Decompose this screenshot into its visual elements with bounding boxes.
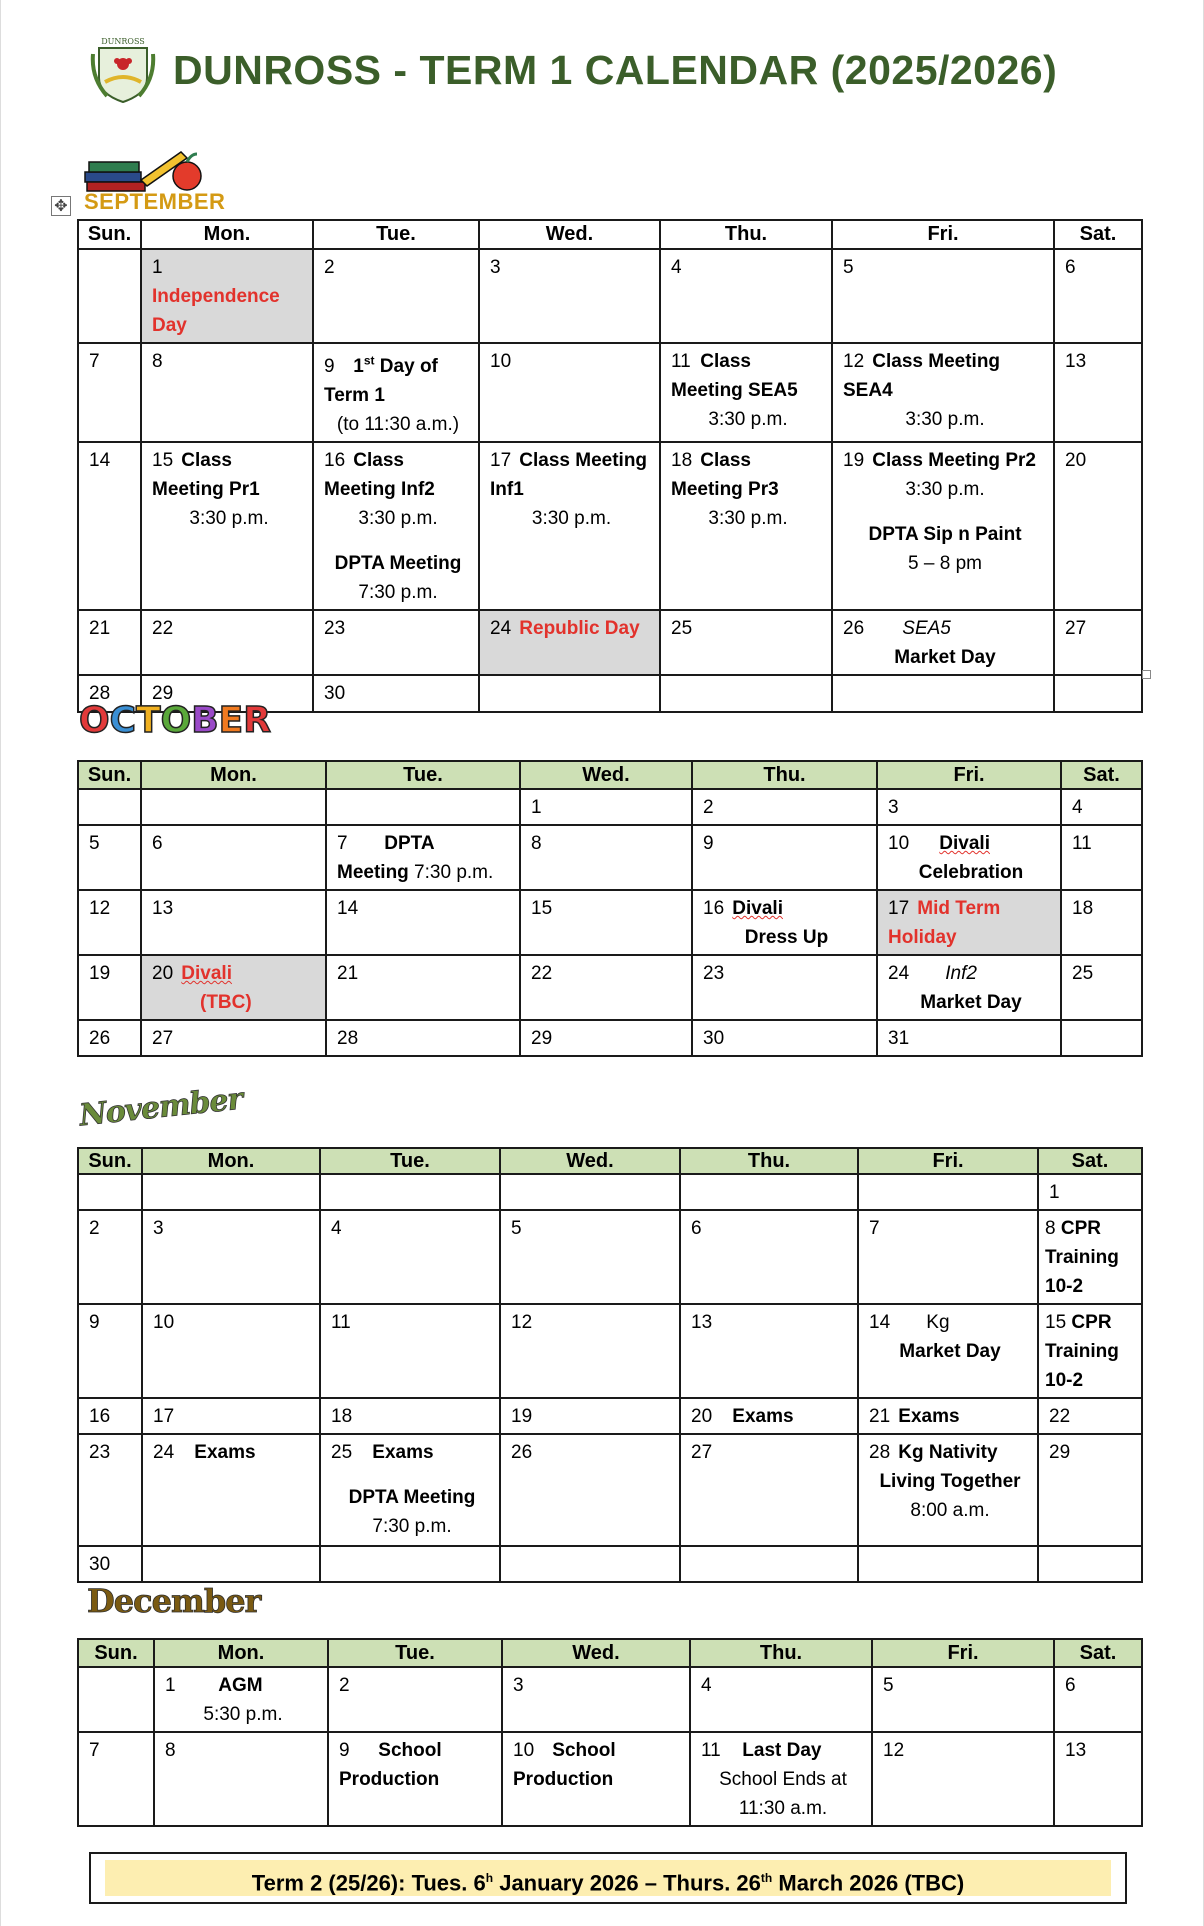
term2-dates-box [89,1852,1127,1904]
event-label: Divali [732,898,783,919]
day-cell: 30 [692,1020,877,1056]
weekday-header: Tue. [313,220,479,249]
day-cell: 28 [78,675,141,712]
day-cell [78,249,141,343]
week-row [78,955,1142,1020]
day-cell: 3 [502,1667,690,1732]
event-time: 3:30 p.m. [905,409,985,430]
day-cell: 31 [877,1020,1061,1056]
weekday-header: Mon. [154,1639,328,1667]
day-cell: 4 [1061,789,1142,825]
day-cell: 23 [313,610,479,675]
week-row [78,1210,1142,1304]
event-label: Dress Up [744,927,829,948]
day-cell: 19 Class Meeting Pr2 3:30 p.m. DPTA Sip n Paint 5 – 8 pm [832,442,1054,610]
week-row [78,249,1142,343]
day-cell: 21 [326,955,520,1020]
day-cell: 18 [1061,890,1142,955]
day-cell: 7 [858,1210,1038,1304]
day-cell: 22 [1038,1398,1142,1434]
day-cell: 8 [141,343,313,442]
day-cell: 23 [692,955,877,1020]
day-cell: 19 [78,955,141,1020]
day-cell: 16 Class Meeting Inf2 3:30 p.m. DPTA Meeting 7:30 p.m. [313,442,479,610]
day-cell: 7 [78,343,141,442]
event-label: DPTA Meeting [348,1487,476,1508]
day-cell [142,1174,320,1210]
event-label: Class Meeting SEA4 [843,351,1001,401]
day-cell: 4 [660,249,832,343]
day-cell: 16 Divali Dress Up [692,890,877,955]
event-label: Class Meeting Pr2 [872,450,1036,472]
week-row [78,1667,1142,1732]
day-cell: 27 [680,1434,858,1546]
event-label: 1st Day of Term 1 [324,354,438,407]
event-time: 7:30 p.m. [408,862,494,883]
event-label: Market Day [899,1341,1001,1362]
month-label-september: SEPTEMBER [84,189,226,214]
event-time: 3:30 p.m. [905,479,985,501]
day-cell: 5 [872,1667,1054,1732]
event-time: 7:30 p.m. [372,1516,452,1537]
books-apple-icon [83,146,208,192]
day-cell: 27 [1054,610,1142,675]
day-cell [320,1546,500,1582]
event-label: Exams [898,1406,960,1427]
december-table [77,1638,1143,1827]
day-cell: 26 [500,1434,680,1546]
weekday-header: Sat. [1054,220,1142,249]
day-cell: 14 Kg Market Day [858,1304,1038,1398]
holiday-label: Independence Day [152,286,280,336]
event-label: CPR Training 10-2 [1045,1218,1119,1297]
day-cell [1038,1546,1142,1582]
weekday-header: Thu. [690,1639,872,1667]
event-label: Class Meeting SEA5 [671,351,798,401]
event-label: Kg Nativity [898,1442,998,1463]
event-label: Exams [372,1442,434,1463]
day-cell [142,1546,320,1582]
day-cell: 3 [142,1210,320,1304]
event-label: SEA5 [902,618,951,640]
day-cell: 7 [78,1732,154,1826]
october-table [77,760,1143,1057]
day-cell [858,1174,1038,1210]
day-cell [680,1174,858,1210]
event-label: Last Day [742,1740,822,1761]
day-cell: 9 1st Day of Term 1 (to 11:30 a.m.) [313,343,479,442]
day-cell: 15 Class Meeting Pr1 3:30 p.m. [141,442,313,610]
week-row [78,1304,1142,1398]
weekday-header: Fri. [832,220,1054,249]
weekday-header: Sun. [78,220,141,249]
month-label-december: December [87,1582,261,1620]
day-cell: 13 [680,1304,858,1398]
week-row [78,789,1142,825]
weekday-header-row [78,220,1142,249]
weekday-header: Fri. [872,1639,1054,1667]
event-label: School Production [513,1740,616,1790]
event-time: (to 11:30 a.m.) [336,414,460,436]
table-move-handle[interactable]: ✥ [51,196,71,216]
school-crest-logo [89,34,157,106]
weekday-header: Fri. [858,1148,1038,1174]
day-cell: 2 [328,1667,502,1732]
day-cell: 16 [78,1398,142,1434]
week-row [78,343,1142,442]
day-cell: 20 [1054,442,1142,610]
week-row [78,1546,1142,1582]
day-cell: 7 DPTA Meeting 7:30 p.m. [326,825,520,890]
weekday-header-row [78,1639,1142,1667]
day-cell: 8 CPR Training 10-2 [1038,1210,1142,1304]
november-table [77,1147,1143,1583]
week-row [78,442,1142,610]
event-time: 8:00 a.m. [910,1500,990,1521]
day-cell: 18 Class Meeting Pr3 3:30 p.m. [660,442,832,610]
day-cell [858,1546,1038,1582]
event-label: Market Day [920,992,1022,1013]
event-label: Exams [732,1406,794,1427]
day-cell: 3 [479,249,660,343]
weekday-header: Wed. [502,1639,690,1667]
day-cell: 6 [680,1210,858,1304]
event-label: Exams [194,1442,256,1463]
day-cell: 11 Last Day School Ends at 11:30 a.m. [690,1732,872,1826]
event-label: Divali [939,833,990,854]
day-cell: 4 [320,1210,500,1304]
day-cell: 30 [313,675,479,712]
page-title: DUNROSS - TERM 1 CALENDAR (2025/2026) [173,46,1058,93]
weekday-header: Thu. [660,220,832,249]
day-cell-holiday: 1 Independence Day [141,249,313,343]
day-cell: 13 [1054,1732,1142,1826]
september-table [77,219,1143,713]
day-cell [500,1174,680,1210]
day-cell: 12 [872,1732,1054,1826]
day-cell [78,1174,142,1210]
day-cell: 22 [141,610,313,675]
event-label: Celebration [918,862,1024,883]
day-cell: 28 Kg Nativity Living Together 8:00 a.m. [858,1434,1038,1546]
day-cell: 25 [660,610,832,675]
weekday-header: Sat. [1054,1639,1142,1667]
holiday-label: Mid Term Holiday [888,898,1001,948]
day-cell: 2 [78,1210,142,1304]
weekday-header: Mon. [141,761,326,789]
day-cell [479,675,660,712]
day-cell-holiday: 24 Republic Day [479,610,660,675]
event-label: Kg [926,1312,950,1333]
event-time: 3:30 p.m. [358,508,438,530]
event-label: CPR Training 10-2 [1045,1312,1119,1391]
weekday-header: Fri. [877,761,1061,789]
weekday-header: Thu. [680,1148,858,1174]
weekday-header: Sun. [78,1148,142,1174]
day-cell-holiday: 17 Mid Term Holiday [877,890,1061,955]
week-row [78,610,1142,675]
week-row [78,1732,1142,1826]
day-cell: 10 [142,1304,320,1398]
event-time: 3:30 p.m. [708,508,788,530]
event-time: 11:30 a.m. [738,1798,828,1819]
day-cell: 1 AGM 5:30 p.m. [154,1667,328,1732]
weekday-header: Tue. [326,761,520,789]
weekday-header: Mon. [141,220,313,249]
holiday-label: (TBC) [200,992,252,1013]
day-cell [141,789,326,825]
week-row [78,825,1142,890]
event-label: DPTA [384,833,435,854]
event-time: 5 – 8 pm [908,553,982,575]
event-label: Class Meeting Inf1 [490,450,648,501]
day-cell: 20 Exams [680,1398,858,1434]
weekday-header-row [78,761,1142,789]
day-cell: 5 [500,1210,680,1304]
day-cell: 4 [690,1667,872,1732]
weekday-header: Sun. [78,1639,154,1667]
day-cell: 14 [78,442,141,610]
event-label: School Production [339,1740,442,1790]
day-cell: 15 [520,890,692,955]
day-cell: 29 [520,1020,692,1056]
day-cell: 12 [78,890,141,955]
day-cell: 10 School Production [502,1732,690,1826]
day-cell [680,1546,858,1582]
day-cell: 6 [141,825,326,890]
day-cell: 26 [78,1020,141,1056]
logo-text: DUNROSS [101,37,145,46]
day-cell: 10 [479,343,660,442]
day-cell: 29 [1038,1434,1142,1546]
weekday-header: Sun. [78,761,141,789]
day-cell: 10 Divali Celebration [877,825,1061,890]
event-label: DPTA Meeting [334,553,462,575]
holiday-label: Divali [181,963,232,984]
day-cell: 9 School Production [328,1732,502,1826]
weekday-header: Sat. [1061,761,1142,789]
weekday-header: Tue. [328,1639,502,1667]
event-label: Meeting [337,862,409,883]
day-cell [832,675,1054,712]
weekday-header: Mon. [142,1148,320,1174]
day-cell: 12 Class Meeting SEA4 3:30 p.m. [832,343,1054,442]
weekday-header: Wed. [520,761,692,789]
event-label: Class Meeting Inf2 [324,450,435,501]
day-cell [660,675,832,712]
table-resize-handle[interactable] [1142,670,1151,679]
week-row [78,890,1142,955]
day-cell: 22 [520,955,692,1020]
day-cell [320,1174,500,1210]
day-cell: 6 [1054,1667,1142,1732]
event-time: 3:30 p.m. [708,409,788,430]
day-cell: 11 Class Meeting SEA5 3:30 p.m. [660,343,832,442]
day-cell: 15 CPR Training 10-2 [1038,1304,1142,1398]
weekday-header: Sat. [1038,1148,1142,1174]
week-row [78,1434,1142,1546]
day-cell: 1 [1038,1174,1142,1210]
weekday-header: Thu. [692,761,877,789]
day-cell: 11 [1061,825,1142,890]
term2-dates-text: Term 2 (25/26): Tues. 6$^h$ January 2026 – Thurs. 26th March 2026 (TBC) [105,1860,1111,1896]
day-cell: 13 [141,890,326,955]
day-cell: 3 [877,789,1061,825]
event-time: 3:30 p.m. [531,508,612,530]
event-time: 5:30 p.m. [203,1704,283,1725]
day-cell: 21 Exams [858,1398,1038,1434]
week-row [78,1174,1142,1210]
day-cell [1054,675,1142,712]
day-cell: 11 [320,1304,500,1398]
weekday-header: Wed. [500,1148,680,1174]
day-cell: 12 [500,1304,680,1398]
day-cell: 9 [78,1304,142,1398]
day-cell: 5 [78,825,141,890]
event-label: Living Together [879,1471,1021,1492]
day-cell: 17 [142,1398,320,1434]
event-label: Market Day [894,647,996,669]
day-cell: 28 [326,1020,520,1056]
day-cell [326,789,520,825]
day-cell: 14 [326,890,520,955]
month-label-november: November [77,1081,244,1134]
day-cell [500,1546,680,1582]
event-label: Inf2 [945,963,977,984]
week-row [78,1020,1142,1056]
month-label-october: OCTOBER [79,700,271,741]
weekday-header-row [78,1148,1142,1174]
day-cell: 17 Class Meeting Inf1 3:30 p.m. [479,442,660,610]
day-cell: 2 [692,789,877,825]
day-cell: 1 [520,789,692,825]
event-label: Class Meeting Pr3 [671,450,779,501]
day-cell: 8 [520,825,692,890]
week-row [78,1398,1142,1434]
day-cell [78,789,141,825]
day-cell: 30 [78,1546,142,1582]
weekday-header: Wed. [479,220,660,249]
day-cell: 19 [500,1398,680,1434]
day-cell: 26 SEA5 Market Day [832,610,1054,675]
day-cell: 2 [313,249,479,343]
day-cell [1061,1020,1142,1056]
day-cell: 23 [78,1434,142,1546]
day-cell: 9 [692,825,877,890]
day-cell: 29 [141,675,313,712]
event-time: 3:30 p.m. [189,508,269,530]
day-cell: 5 [832,249,1054,343]
event-time: 7:30 p.m. [358,582,438,604]
day-cell: 24 Inf2 Market Day [877,955,1061,1020]
day-cell: 13 [1054,343,1142,442]
day-cell: 27 [141,1020,326,1056]
day-cell: 25 Exams DPTA Meeting 7:30 p.m. [320,1434,500,1546]
event-label: DPTA Sip n Paint [868,524,1022,546]
event-label: AGM [218,1675,263,1696]
day-cell: 8 [154,1732,328,1826]
day-cell: 21 [78,610,141,675]
day-cell: 24 Exams [142,1434,320,1546]
day-cell-holiday: 20 Divali (TBC) [141,955,326,1020]
day-cell [78,1667,154,1732]
header [89,30,1057,110]
weekday-header: Tue. [320,1148,500,1174]
holiday-label: Republic Day [519,618,640,640]
day-cell: 18 [320,1398,500,1434]
day-cell: 6 [1054,249,1142,343]
event-label: Class Meeting Pr1 [152,450,260,501]
day-cell: 25 [1061,955,1142,1020]
event-note: School Ends at [719,1769,847,1790]
